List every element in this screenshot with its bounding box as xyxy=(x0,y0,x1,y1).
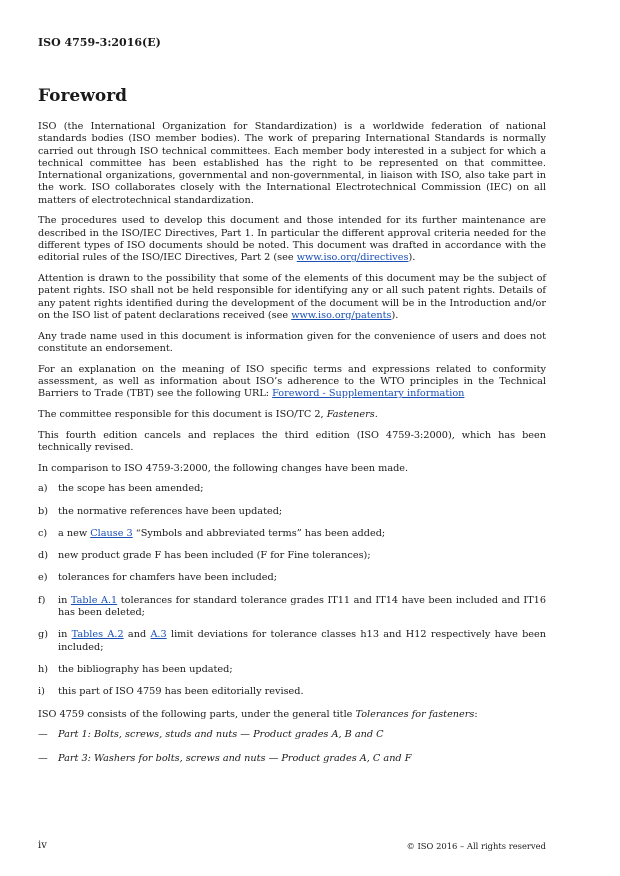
list-item: h) the bibliography has been updated; xyxy=(38,663,233,675)
paragraph-procedures: The procedures used to develop this document and those intended for its further maintenance are described in the ISO/IEC Directives, Part 1. In particular the different approval criteria needed for the different types of ISO documents should be noted. This document was drafted in accordance with the editorial rules of the ISO/IEC Directives, Part 2 (see www.iso.org/directives). xyxy=(38,215,546,264)
paragraph-iso-intro: ISO (the International Organization for Standardization) is a worldwide federation of national standards bodies (ISO member bodies). The work of preparing International Standards is normally carried out through ISO technical committees. Each member body interested in a subject for which a technical committee has been established has the right to be represented on that committee. International organizations, governmental and non-governmental, in liaison with ISO, also take part in the work. ISO collaborates closely with the International Electrotechnical Commission (IEC) on all matters of electrotechnical standardization. xyxy=(38,121,546,206)
paragraph-edition: This fourth edition cancels and replaces the third edition (ISO 4759-3:2000), which has been technically revised. xyxy=(38,429,546,453)
directives-link[interactable]: www.iso.org/directives xyxy=(296,252,409,264)
page-number: iv xyxy=(38,840,47,851)
tables-a2-link[interactable]: Tables A.2 xyxy=(71,629,124,641)
list-item: c) a new Clause 3 “Symbols and abbreviated terms” has been added; xyxy=(38,527,386,539)
paragraph-trade-name: Any trade name used in this document is information given for the convenience of users and does not constitute an endorsement. xyxy=(38,330,546,354)
paragraph-conformity: For an explanation on the meaning of ISO specific terms and expressions related to conformity assessment, as well as information about ISO’s adherence to the WTO principles in the Technical Barriers to Trade (TBT) see the following URL: Foreword - Supplementary information xyxy=(38,363,546,400)
list-item: b) the normative references have been updated; xyxy=(38,505,283,517)
list-item: d) new product grade F has been included (F for Fine tolerances); xyxy=(38,550,371,562)
list-item: f) in Table A.1 tolerances for standard tolerance grades IT11 and IT14 have been included and IT16 has been deleted; xyxy=(38,594,546,619)
list-item: e) tolerances for chamfers have been included; xyxy=(38,572,277,584)
list-item: i) this part of ISO 4759 has been editorially revised. xyxy=(38,686,304,698)
page-title: Foreword xyxy=(38,86,128,106)
paragraph-committee: The committee responsible for this document is ISO/TC 2, Fasteners. xyxy=(38,408,378,420)
patents-link[interactable]: www.iso.org/patents xyxy=(291,309,392,321)
table-a1-link[interactable]: Table A.1 xyxy=(70,594,118,606)
clause-3-link[interactable]: Clause 3 xyxy=(90,527,133,539)
list-item: a) the scope has been amended; xyxy=(38,483,204,495)
table-a3-link[interactable]: A.3 xyxy=(150,629,167,641)
part-list-item: — Part 1: Bolts, screws, studs and nuts — Product grades A, B and C xyxy=(38,729,384,741)
list-item: g) in Tables A.2 and A.3 limit deviations for tolerance classes h13 and H12 respectively have been included; xyxy=(38,629,547,653)
supplementary-info-link[interactable]: Foreword - Supplementary information xyxy=(272,388,465,400)
paragraph-patents: Attention is drawn to the possibility that some of the elements of this document may be the subject of patent rights. ISO shall not be held responsible for identifying any or all such patent rights. Details of any patent rights identified during the development of the document will be in the Introduction and/or on the ISO list of patent declarations received (see www.iso.org/patents). xyxy=(38,273,546,321)
foreword-body xyxy=(38,121,546,776)
paragraph-parts-intro: ISO 4759 consists of the following parts, under the general title Tolerances for fasteners: xyxy=(38,708,478,720)
paragraph-changes-intro: In comparison to ISO 4759-3:2000, the following changes have been made. xyxy=(38,462,409,474)
copyright-notice: © ISO 2016 – All rights reserved xyxy=(406,841,546,851)
part-list-item: — Part 3: Washers for bolts, screws and nuts — Product grades A, C and F xyxy=(38,752,412,764)
document-id: ISO 4759-3:2016(E) xyxy=(38,36,161,49)
